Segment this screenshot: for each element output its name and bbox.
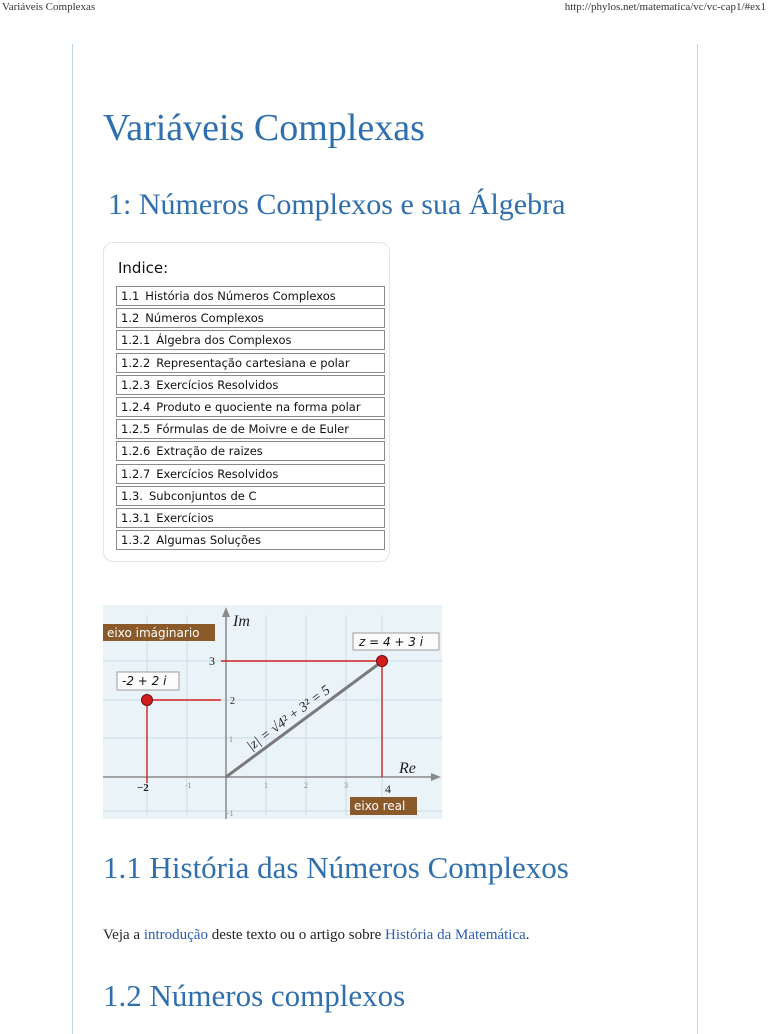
real-axis-tag: eixo real — [354, 799, 406, 813]
print-header-url: http://phylos.net/matematica/vc/vc-cap1/#ex1 — [564, 1, 766, 13]
index-item-number: 1.3.1 — [121, 510, 151, 525]
index-item[interactable] — [116, 375, 385, 395]
index-item-label: Produto e quociente na forma polar — [156, 399, 361, 414]
index-item[interactable] — [116, 397, 385, 417]
index-heading: Indice: — [118, 259, 169, 277]
tick-x3: 3 — [344, 781, 348, 790]
index-item-number: 1.3. — [121, 488, 143, 503]
index-item-label: Exercícios Resolvidos — [156, 466, 279, 481]
projection-lines — [147, 661, 382, 783]
tick-xm2: −2 — [137, 782, 149, 794]
point-w-label: -2 + 2 i — [122, 674, 167, 688]
tick-x4: 4 — [385, 782, 391, 796]
tick-x1: 1 — [264, 781, 268, 790]
tick-ym1: -1 — [227, 809, 234, 818]
index-item[interactable] — [116, 530, 385, 550]
index-item-label: História dos Números Complexos — [145, 289, 336, 303]
paragraph-text: Veja a — [103, 927, 144, 943]
index-item-number: 1.2 — [121, 311, 140, 326]
index-box — [103, 242, 390, 562]
index-item-label: Extração de raizes — [156, 444, 263, 459]
index-list — [116, 286, 385, 552]
index-item-number: 1.2.1 — [121, 333, 151, 348]
index-item[interactable] — [116, 353, 385, 373]
complex-plane-figure — [103, 605, 442, 819]
im-axis-label: Im — [233, 613, 250, 630]
introducao-link[interactable]: introdução — [143, 927, 208, 943]
historia-matematica-link[interactable]: História da Matemática — [385, 927, 526, 943]
complex-plane-diagram — [103, 605, 442, 819]
index-item-label: Álgebra dos Complexos — [156, 333, 292, 348]
index-item-number: 1.1 — [121, 289, 140, 303]
index-item[interactable] — [116, 419, 385, 439]
paragraph-text: . — [525, 927, 530, 943]
print-header — [0, 0, 768, 20]
tick-x2: 2 — [304, 781, 308, 790]
index-item-label: Exercícios — [156, 510, 214, 525]
point-z-label: z = 4 + 3 i — [359, 635, 424, 649]
chapter-title: 1: Números Complexos e sua Álgebra — [108, 188, 566, 221]
index-item[interactable] — [116, 508, 385, 528]
index-item-label: Algumas Soluções — [156, 533, 262, 548]
index-item-label: Fórmulas de de Moivre e de Euler — [156, 422, 349, 437]
re-axis-label: Re — [399, 760, 416, 777]
index-item[interactable] — [116, 330, 385, 350]
index-item-label: Exercícios Resolvidos — [156, 377, 279, 392]
index-item-number: 1.2.5 — [121, 422, 151, 437]
modulus-label: |z| = √4² + 3² = 5 — [244, 682, 334, 755]
page-title: Variáveis Complexas — [103, 107, 425, 149]
point-w — [142, 695, 153, 706]
index-item[interactable] — [116, 486, 385, 506]
real-axis-arrow — [431, 773, 441, 781]
index-item[interactable] — [116, 441, 385, 461]
modulus-vector — [226, 663, 380, 777]
index-item-label: Representação cartesiana e polar — [156, 355, 350, 370]
imaginary-axis-tag: eixo imáginario — [107, 626, 200, 640]
index-item-number: 1.2.4 — [121, 399, 151, 414]
index-item-number: 1.2.7 — [121, 466, 151, 481]
tick-xm1: -1 — [185, 781, 192, 790]
index-item-label: Números Complexos — [145, 311, 264, 326]
index-item-label: Subconjuntos de C — [148, 488, 257, 503]
index-item-number: 1.3.2 — [121, 533, 151, 548]
imaginary-axis-arrow — [222, 607, 230, 617]
tick-y2: 2 — [230, 696, 235, 707]
print-header-title: Variáveis Complexas — [2, 1, 96, 13]
section-paragraph — [103, 927, 530, 944]
paragraph-text: deste texto ou o artigo sobre — [207, 927, 386, 943]
index-item[interactable] — [116, 464, 385, 484]
point-z — [377, 656, 388, 667]
index-item-number: 1.2.6 — [121, 444, 151, 459]
index-item[interactable] — [116, 286, 385, 306]
tick-y3: 3 — [209, 654, 215, 668]
section-heading-numeros: 1.2 Números complexos — [103, 978, 406, 1013]
index-item-number: 1.2.3 — [121, 377, 151, 392]
section-heading-historia: 1.1 História das Números Complexos — [103, 850, 569, 885]
index-item-number: 1.2.2 — [121, 355, 151, 370]
index-item[interactable] — [116, 308, 385, 328]
tick-y1: 1 — [229, 735, 233, 744]
